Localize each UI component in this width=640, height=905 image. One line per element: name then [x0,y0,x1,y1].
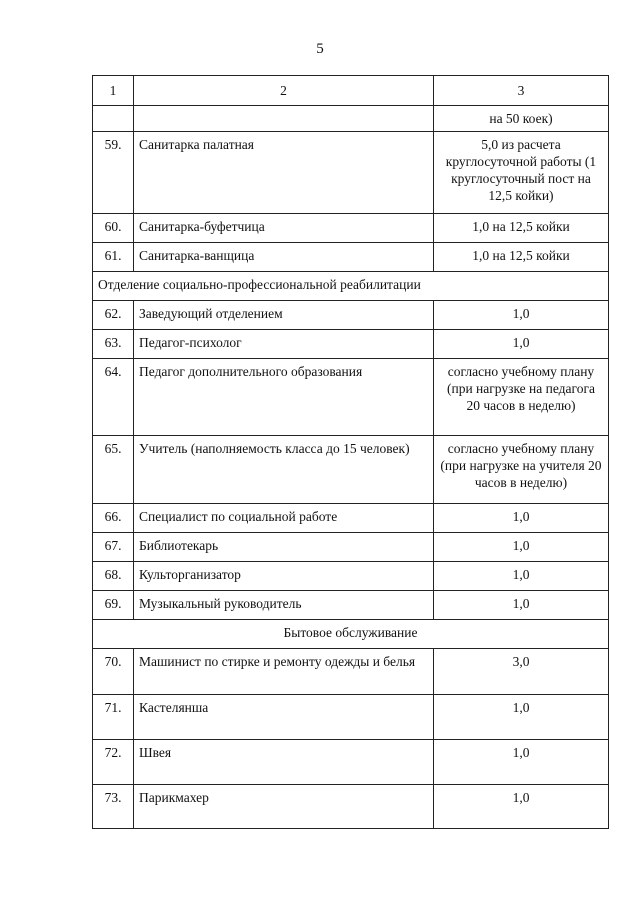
section-row [93,272,609,301]
row-value: 1,0 [434,591,609,620]
row-name: Учитель (наполняемость класса до 15 человек) [134,436,434,504]
table-row [93,359,609,436]
section-title: Бытовое обслуживание [93,620,609,649]
row-value: 3,0 [434,649,609,695]
table-row [93,436,609,504]
row-name: Культорганизатор [134,562,434,591]
table-row [93,214,609,243]
table-row [93,562,609,591]
row-name [134,106,434,132]
row-value: 1,0 [434,562,609,591]
section-title: Отделение социально-профессиональной реабилитации [93,272,609,301]
row-number: 71. [93,695,134,740]
staffing-table [92,75,609,829]
row-number: 67. [93,533,134,562]
row-value: 1,0 [434,695,609,740]
row-number: 59. [93,132,134,214]
column-header-2: 2 [134,76,434,106]
row-name: Санитарка-буфетчица [134,214,434,243]
row-name: Швея [134,740,434,785]
row-number: 60. [93,214,134,243]
row-name: Санитарка-ванщица [134,243,434,272]
row-value: 1,0 [434,301,609,330]
row-value: 1,0 [434,533,609,562]
row-number: 66. [93,504,134,533]
row-value: согласно учебному плану (при нагрузке на педагога 20 часов в неделю) [434,359,609,436]
row-number: 62. [93,301,134,330]
table-row [93,243,609,272]
row-name: Педагог дополнительного образования [134,359,434,436]
page-number: 5 [316,41,324,57]
row-name: Парикмахер [134,785,434,829]
column-header-1: 1 [93,76,134,106]
row-number: 70. [93,649,134,695]
row-value: 5,0 из расчета круглосуточной работы (1 круглосуточный пост на 12,5 койки) [434,132,609,214]
row-number: 65. [93,436,134,504]
row-name: Педагог-психолог [134,330,434,359]
table-row [93,504,609,533]
row-value: на 50 коек) [434,106,609,132]
row-value: 1,0 [434,740,609,785]
row-value: согласно учебному плану (при нагрузке на учителя 20 часов в неделю) [434,436,609,504]
table-row-continuation [93,106,609,132]
table-row [93,533,609,562]
table-row [93,132,609,214]
row-name: Машинист по стирке и ремонту одежды и белья [134,649,434,695]
section-row [93,620,609,649]
row-number: 72. [93,740,134,785]
row-name: Заведующий отделением [134,301,434,330]
table-row [93,649,609,695]
row-number: 64. [93,359,134,436]
table-row [93,591,609,620]
row-name: Кастелянша [134,695,434,740]
row-name: Библиотекарь [134,533,434,562]
table-header-row [93,76,609,106]
row-number: 69. [93,591,134,620]
row-number: 73. [93,785,134,829]
row-name: Специалист по социальной работе [134,504,434,533]
table-row [93,301,609,330]
row-number: 63. [93,330,134,359]
table-row [93,785,609,829]
row-number: 68. [93,562,134,591]
row-value: 1,0 [434,785,609,829]
table-row [93,695,609,740]
row-value: 1,0 [434,330,609,359]
table-row [93,330,609,359]
column-header-3: 3 [434,76,609,106]
row-number: 61. [93,243,134,272]
row-value: 1,0 [434,504,609,533]
row-number [93,106,134,132]
table-row [93,740,609,785]
row-value: 1,0 на 12,5 койки [434,243,609,272]
row-name: Музыкальный руководитель [134,591,434,620]
row-name: Санитарка палатная [134,132,434,214]
row-value: 1,0 на 12,5 койки [434,214,609,243]
